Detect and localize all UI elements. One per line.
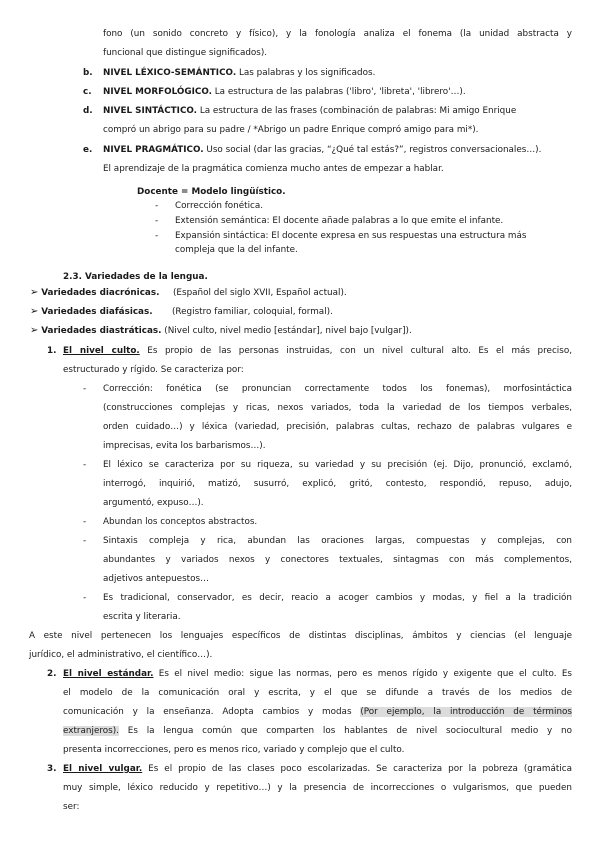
estandar-title: El nivel estándar. [63, 669, 154, 679]
bullet-line: Corrección: fonética (se pronuncian correctamente todos los fonemas), morfosintáctica [103, 384, 572, 394]
bullet-line: Sintaxis compleja y rica, abundan las oraciones largas, compuestas y complejas, con [103, 536, 572, 546]
bullet-dash: - [83, 536, 87, 546]
list-number: 2. [47, 669, 57, 679]
section-title: 2.3. Variedades de la lengua. [63, 272, 208, 282]
bullet-line: (construcciones complejas y ricas, nexos variados, toda la variedad de los tiempos verbales, [103, 403, 572, 413]
bullet-dash: - [155, 201, 159, 211]
level-item-c-text: NIVEL MORFOLÓGICO. La estructura de las palabras ('libro', 'libreta', 'librero'…). [103, 87, 466, 97]
bullet-line: interrogó, inquirió, matizó, susurró, explicó, gritó, contesto, respondió, repuso, adujo, [103, 479, 572, 489]
level-item-b: b. [83, 68, 93, 78]
docente-item-cont: compleja que la del infante. [175, 245, 298, 255]
culto-line-2: estructurado y rígido. Se caracteriza por: [63, 365, 244, 375]
arrow-icon: ➢ [30, 287, 39, 298]
bullet-line: El léxico se caracteriza por su riqueza, su variedad y su precisión (ej. Dijo, pronunció, exclamó, [103, 460, 572, 470]
paragraph-line: A este nivel pertenecen los lenguajes específicos de distintas disciplinas, ámbitos y ciencias (el lenguaje [29, 631, 572, 641]
docente-title: Docente = Modelo lingüístico. [137, 187, 286, 197]
variety-diacronicas-text: (Español del siglo XVII, Español actual). [173, 288, 347, 298]
highlighted-text: (Por ejemplo, la introducción de términos [360, 707, 572, 717]
estandar-line-3: comunicación y la enseñanza. Adopta cambios y modas (Por ejemplo, la introducción de términos [63, 707, 572, 717]
vulgar-line-2: muy simple, léxico reducido y repetitivo…) y la presencia de incorrecciones o vulgarismos, que pueden [63, 783, 572, 793]
vulgar-title: El nivel vulgar. [63, 764, 143, 774]
level-item-d-cont: compró un abrigo para su padre / *Abrigo un padre Enrique compró amigo para mi*). [103, 125, 479, 135]
level-item-e-cont: El aprendizaje de la pragmática comienza mucho antes de empezar a hablar. [103, 164, 444, 174]
bullet-dash: - [155, 231, 159, 241]
bullet-line: adjetivos antepuestos… [103, 574, 209, 584]
bullet-line: abundantes y variados nexos y conectores textuales, sintagmas con más complementos, [103, 555, 572, 565]
bullet-line: argumentó, expuso…). [103, 498, 204, 508]
paragraph-line: funcional que distingue significados). [103, 48, 268, 58]
bullet-line: imprecisas, evita los barbarismos…). [103, 441, 266, 451]
estandar-line-5: presenta incorrecciones, pero es menos rico, variado y complejo que el culto. [63, 745, 405, 755]
bullet-line: escrita y literaria. [103, 612, 181, 622]
variety-diastraticas: ➢ Variedades diastráticas. (Nivel culto, nivel medio [estándar], nivel bajo [vulgar]). [30, 325, 412, 336]
level-item-e-text: NIVEL PRAGMÁTICO. Uso social (dar las gracias, “¿Qué tal estás?”, registros conversacionales…). [103, 145, 542, 155]
paragraph-line: jurídico, el administrativo, el científico…). [29, 650, 213, 660]
level-item-e: e. [83, 145, 93, 155]
estandar-line-1: El nivel estándar. Es el nivel medio: sigue las normas, pero es menos rígido y exigente que el culto. Es [63, 669, 572, 679]
highlighted-text: extranjeros). [63, 726, 119, 736]
estandar-line-2: el modelo de la comunicación oral y escrita, y el que se difunde a través de los medios de [63, 688, 572, 698]
bullet-line: Es tradicional, conservador, es decir, reacio a acoger cambios y modas, y fiel a la tradición [103, 593, 572, 603]
bullet-dash: - [83, 384, 87, 394]
arrow-icon: ➢ [30, 325, 39, 336]
bullet-dash: - [155, 216, 159, 226]
estandar-line-4: extranjeros). Es la lengua común que comparten los hablantes de nivel sociocultural medio y no [63, 726, 572, 736]
bullet-line: Abundan los conceptos abstractos. [103, 517, 258, 527]
level-item-c: c. [83, 87, 92, 97]
culto-title: El nivel culto. [63, 346, 140, 356]
culto-line-1: El nivel culto. Es propio de las personas instruidas, con un nivel cultural alto. Es el más preciso, [63, 346, 572, 356]
docente-item: Extensión semántica: El docente añade palabras a lo que emite el infante. [175, 216, 504, 226]
variety-diacronicas: ➢ Variedades diacrónicas. [30, 287, 160, 298]
variety-diafasicas: ➢ Variedades diafásicas. [30, 306, 153, 317]
bullet-dash: - [83, 517, 87, 527]
docente-item: Expansión sintáctica: El docente expresa en sus respuestas una estructura más [175, 231, 527, 241]
list-number: 1. [47, 346, 57, 356]
bullet-line: orden cuidado…) y léxica (variedad, precisión, palabras cultas, rechazo de palabras vulgares e [103, 422, 572, 432]
vulgar-line-3: ser: [63, 802, 80, 812]
variety-diafasicas-text: (Registro familiar, coloquial, formal). [172, 307, 333, 317]
paragraph-line: fono (un sonido concreto y físico), y la fonología analiza el fonema (la unidad abstracta y [103, 29, 572, 39]
docente-item: Corrección fonética. [175, 201, 264, 211]
level-item-b-text: NIVEL LÉXICO-SEMÁNTICO. Las palabras y los significados. [103, 68, 376, 78]
bullet-dash: - [83, 593, 87, 603]
vulgar-line-1: El nivel vulgar. Es el propio de las clases poco escolarizadas. Se caracteriza por la pobreza (gramática [63, 764, 572, 774]
bullet-dash: - [83, 460, 87, 470]
level-item-d: d. [83, 106, 93, 116]
arrow-icon: ➢ [30, 306, 39, 317]
level-item-d-text: NIVEL SINTÁCTICO. La estructura de las frases (combinación de palabras: Mi amigo Enrique [103, 106, 517, 116]
list-number: 3. [47, 764, 57, 774]
